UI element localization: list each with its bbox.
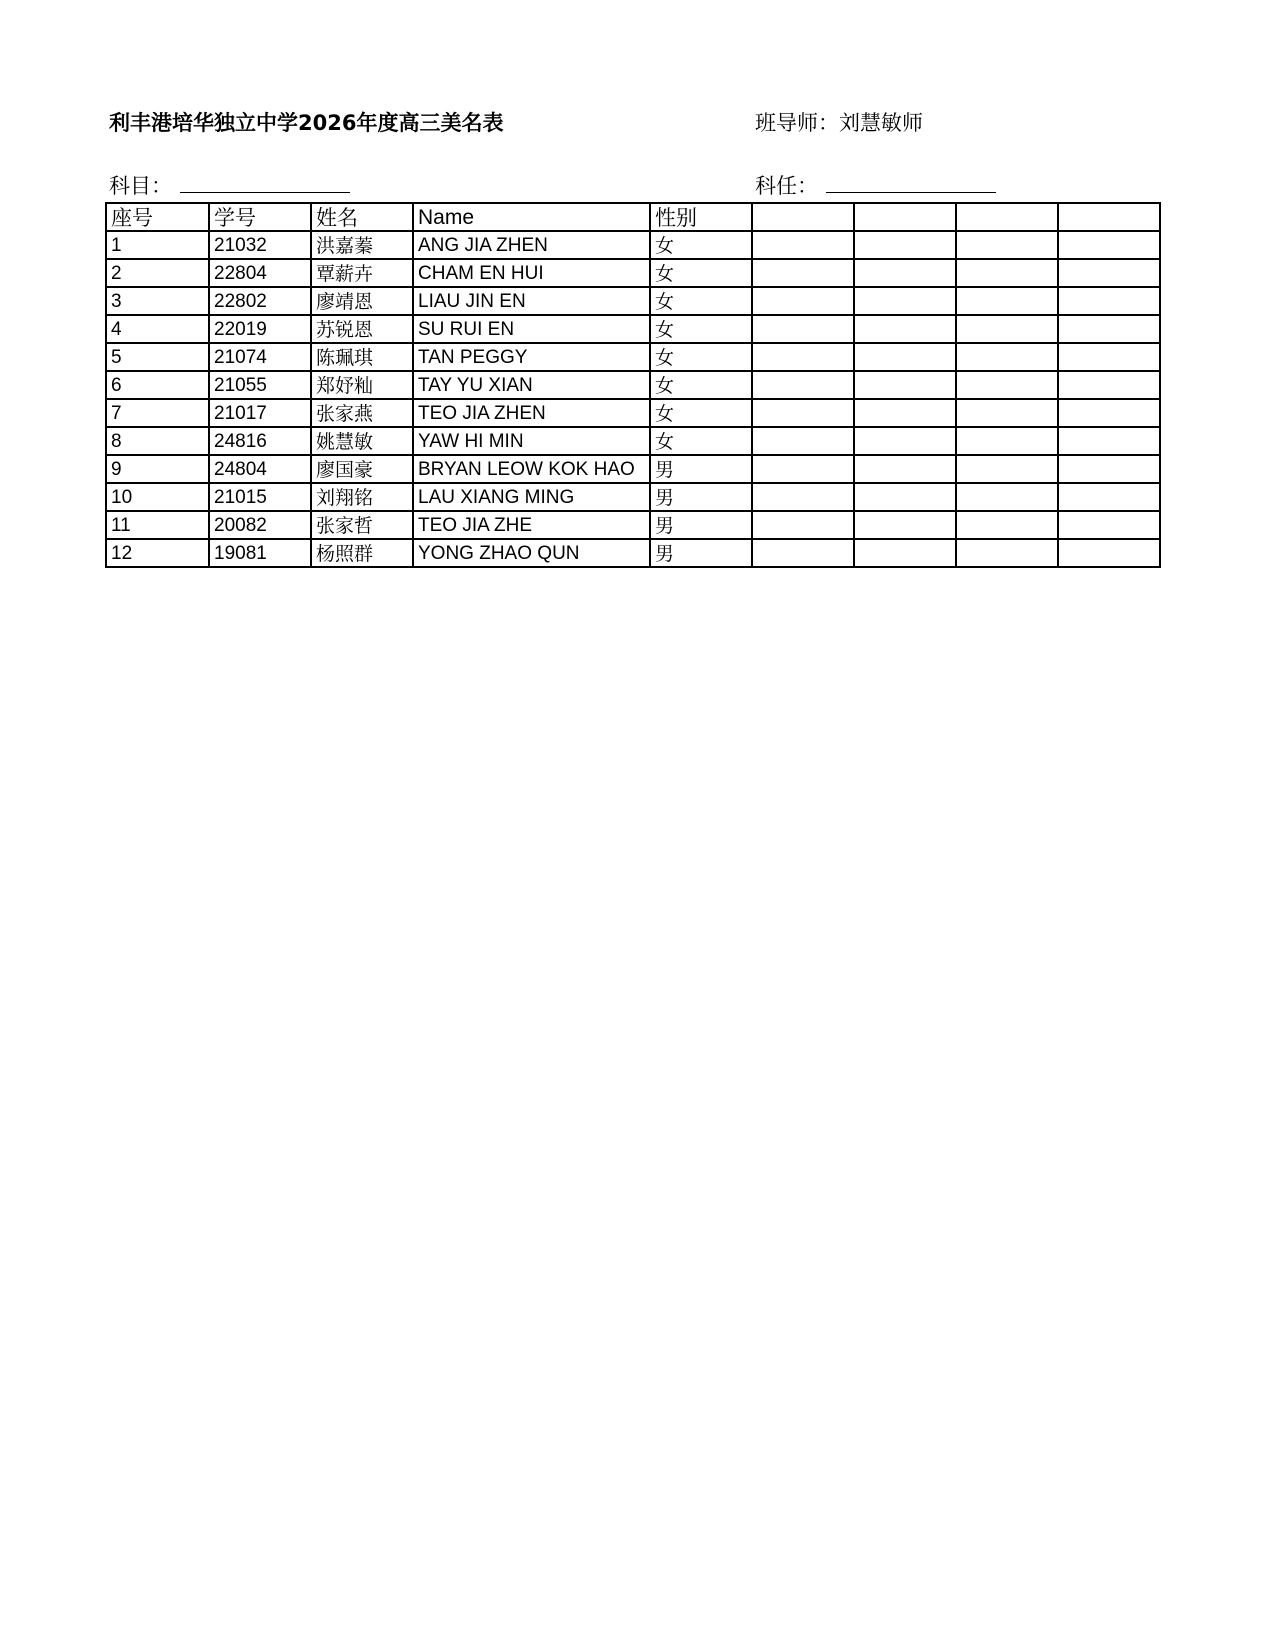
table-row bbox=[106, 231, 1160, 259]
gender-cell: 女 bbox=[650, 287, 752, 315]
blank-cell[interactable] bbox=[854, 455, 956, 483]
name-cell: BRYAN LEOW KOK HAO bbox=[413, 455, 650, 483]
blank-cell[interactable] bbox=[854, 539, 956, 567]
gender-cell: 女 bbox=[650, 259, 752, 287]
blank-cell[interactable] bbox=[1058, 511, 1160, 539]
chinese-name-cell: 覃薪卉 bbox=[311, 259, 413, 287]
blank-cell[interactable] bbox=[752, 371, 854, 399]
blank-cell[interactable] bbox=[956, 315, 1058, 343]
blank-cell[interactable] bbox=[956, 427, 1058, 455]
table-row bbox=[106, 483, 1160, 511]
gender-cell: 女 bbox=[650, 371, 752, 399]
header-gender: 性别 bbox=[650, 203, 752, 231]
chinese-name-cell: 张家燕 bbox=[311, 399, 413, 427]
student-id-cell: 20082 bbox=[209, 511, 311, 539]
chinese-name-cell: 陈珮琪 bbox=[311, 343, 413, 371]
blank-cell[interactable] bbox=[1058, 287, 1160, 315]
table-row bbox=[106, 371, 1160, 399]
student-id-cell: 22804 bbox=[209, 259, 311, 287]
blank-cell[interactable] bbox=[1058, 483, 1160, 511]
blank-cell[interactable] bbox=[1058, 231, 1160, 259]
header-blank-column bbox=[854, 203, 956, 231]
blank-cell[interactable] bbox=[1058, 399, 1160, 427]
header-blank-column bbox=[752, 203, 854, 231]
student-roster-table bbox=[105, 202, 1161, 568]
table-row bbox=[106, 399, 1160, 427]
blank-cell[interactable] bbox=[752, 427, 854, 455]
student-id-cell: 21055 bbox=[209, 371, 311, 399]
seat-no-cell: 6 bbox=[106, 371, 209, 399]
header-seat-no: 座号 bbox=[106, 203, 209, 231]
student-id-cell: 21032 bbox=[209, 231, 311, 259]
blank-cell[interactable] bbox=[956, 455, 1058, 483]
blank-cell[interactable] bbox=[752, 511, 854, 539]
name-cell: SU RUI EN bbox=[413, 315, 650, 343]
gender-cell: 女 bbox=[650, 427, 752, 455]
blank-cell[interactable] bbox=[956, 483, 1058, 511]
blank-cell[interactable] bbox=[752, 343, 854, 371]
gender-cell: 男 bbox=[650, 455, 752, 483]
blank-cell[interactable] bbox=[956, 511, 1058, 539]
blank-cell[interactable] bbox=[1058, 343, 1160, 371]
blank-cell[interactable] bbox=[752, 455, 854, 483]
header-blank-column bbox=[1058, 203, 1160, 231]
student-id-cell: 21074 bbox=[209, 343, 311, 371]
name-cell: TAN PEGGY bbox=[413, 343, 650, 371]
blank-cell[interactable] bbox=[752, 231, 854, 259]
header-student-id: 学号 bbox=[209, 203, 311, 231]
seat-no-cell: 1 bbox=[106, 231, 209, 259]
blank-cell[interactable] bbox=[956, 287, 1058, 315]
table-row bbox=[106, 315, 1160, 343]
blank-cell[interactable] bbox=[752, 315, 854, 343]
subject-line bbox=[109, 172, 350, 199]
seat-no-cell: 3 bbox=[106, 287, 209, 315]
blank-cell[interactable] bbox=[854, 399, 956, 427]
table-row bbox=[106, 539, 1160, 567]
name-cell: TEO JIA ZHE bbox=[413, 511, 650, 539]
blank-cell[interactable] bbox=[752, 287, 854, 315]
blank-cell[interactable] bbox=[956, 231, 1058, 259]
blank-cell[interactable] bbox=[752, 539, 854, 567]
gender-cell: 男 bbox=[650, 483, 752, 511]
subject-teacher-label: 科任： bbox=[755, 174, 818, 198]
blank-cell[interactable] bbox=[854, 483, 956, 511]
table-row bbox=[106, 511, 1160, 539]
table-body bbox=[106, 231, 1160, 567]
name-cell: LIAU JIN EN bbox=[413, 287, 650, 315]
seat-no-cell: 7 bbox=[106, 399, 209, 427]
student-id-cell: 21015 bbox=[209, 483, 311, 511]
blank-cell[interactable] bbox=[1058, 455, 1160, 483]
blank-cell[interactable] bbox=[956, 343, 1058, 371]
table-row bbox=[106, 455, 1160, 483]
table-header-row bbox=[106, 203, 1160, 231]
document-title: 利丰港培华独立中学2026年度高三美名表 bbox=[109, 111, 504, 135]
blank-cell[interactable] bbox=[956, 371, 1058, 399]
chinese-name-cell: 廖靖恩 bbox=[311, 287, 413, 315]
name-cell: LAU XIANG MING bbox=[413, 483, 650, 511]
chinese-name-cell: 洪嘉蓁 bbox=[311, 231, 413, 259]
chinese-name-cell: 刘翔铭 bbox=[311, 483, 413, 511]
student-id-cell: 22019 bbox=[209, 315, 311, 343]
seat-no-cell: 12 bbox=[106, 539, 209, 567]
gender-cell: 女 bbox=[650, 399, 752, 427]
blank-cell[interactable] bbox=[854, 315, 956, 343]
name-cell: YAW HI MIN bbox=[413, 427, 650, 455]
seat-no-cell: 10 bbox=[106, 483, 209, 511]
student-id-cell: 19081 bbox=[209, 539, 311, 567]
table-row bbox=[106, 427, 1160, 455]
name-cell: TAY YU XIAN bbox=[413, 371, 650, 399]
blank-cell[interactable] bbox=[854, 343, 956, 371]
table-row bbox=[106, 343, 1160, 371]
chinese-name-cell: 杨照群 bbox=[311, 539, 413, 567]
seat-no-cell: 4 bbox=[106, 315, 209, 343]
blank-cell[interactable] bbox=[854, 287, 956, 315]
class-teacher-label: 班导师：刘慧敏师 bbox=[755, 111, 923, 135]
subject-teacher-line bbox=[755, 172, 996, 199]
chinese-name-cell: 郑妤籼 bbox=[311, 371, 413, 399]
name-cell: TEO JIA ZHEN bbox=[413, 399, 650, 427]
blank-cell[interactable] bbox=[1058, 371, 1160, 399]
subject-teacher-blank[interactable] bbox=[826, 172, 996, 193]
seat-no-cell: 11 bbox=[106, 511, 209, 539]
gender-cell: 女 bbox=[650, 343, 752, 371]
table-row bbox=[106, 287, 1160, 315]
student-id-cell: 24804 bbox=[209, 455, 311, 483]
student-id-cell: 21017 bbox=[209, 399, 311, 427]
gender-cell: 男 bbox=[650, 511, 752, 539]
chinese-name-cell: 廖国豪 bbox=[311, 455, 413, 483]
header-blank-column bbox=[956, 203, 1058, 231]
header-chinese-name: 姓名 bbox=[311, 203, 413, 231]
gender-cell: 男 bbox=[650, 539, 752, 567]
blank-cell[interactable] bbox=[1058, 427, 1160, 455]
blank-cell[interactable] bbox=[854, 231, 956, 259]
name-cell: CHAM EN HUI bbox=[413, 259, 650, 287]
blank-cell[interactable] bbox=[956, 399, 1058, 427]
gender-cell: 女 bbox=[650, 231, 752, 259]
chinese-name-cell: 姚慧敏 bbox=[311, 427, 413, 455]
seat-no-cell: 2 bbox=[106, 259, 209, 287]
blank-cell[interactable] bbox=[854, 371, 956, 399]
subject-label: 科目： bbox=[109, 174, 172, 198]
blank-cell[interactable] bbox=[1058, 539, 1160, 567]
gender-cell: 女 bbox=[650, 315, 752, 343]
name-cell: YONG ZHAO QUN bbox=[413, 539, 650, 567]
seat-no-cell: 9 bbox=[106, 455, 209, 483]
blank-cell[interactable] bbox=[956, 259, 1058, 287]
blank-cell[interactable] bbox=[854, 511, 956, 539]
blank-cell[interactable] bbox=[956, 539, 1058, 567]
table-row bbox=[106, 259, 1160, 287]
header-name: Name bbox=[413, 203, 650, 231]
seat-no-cell: 5 bbox=[106, 343, 209, 371]
blank-cell[interactable] bbox=[752, 259, 854, 287]
name-cell: ANG JIA ZHEN bbox=[413, 231, 650, 259]
blank-cell[interactable] bbox=[752, 483, 854, 511]
student-id-cell: 24816 bbox=[209, 427, 311, 455]
blank-cell[interactable] bbox=[1058, 259, 1160, 287]
blank-cell[interactable] bbox=[854, 259, 956, 287]
chinese-name-cell: 苏锐恩 bbox=[311, 315, 413, 343]
blank-cell[interactable] bbox=[752, 399, 854, 427]
blank-cell[interactable] bbox=[854, 427, 956, 455]
subject-blank[interactable] bbox=[180, 172, 350, 193]
chinese-name-cell: 张家哲 bbox=[311, 511, 413, 539]
student-id-cell: 22802 bbox=[209, 287, 311, 315]
blank-cell[interactable] bbox=[1058, 315, 1160, 343]
seat-no-cell: 8 bbox=[106, 427, 209, 455]
